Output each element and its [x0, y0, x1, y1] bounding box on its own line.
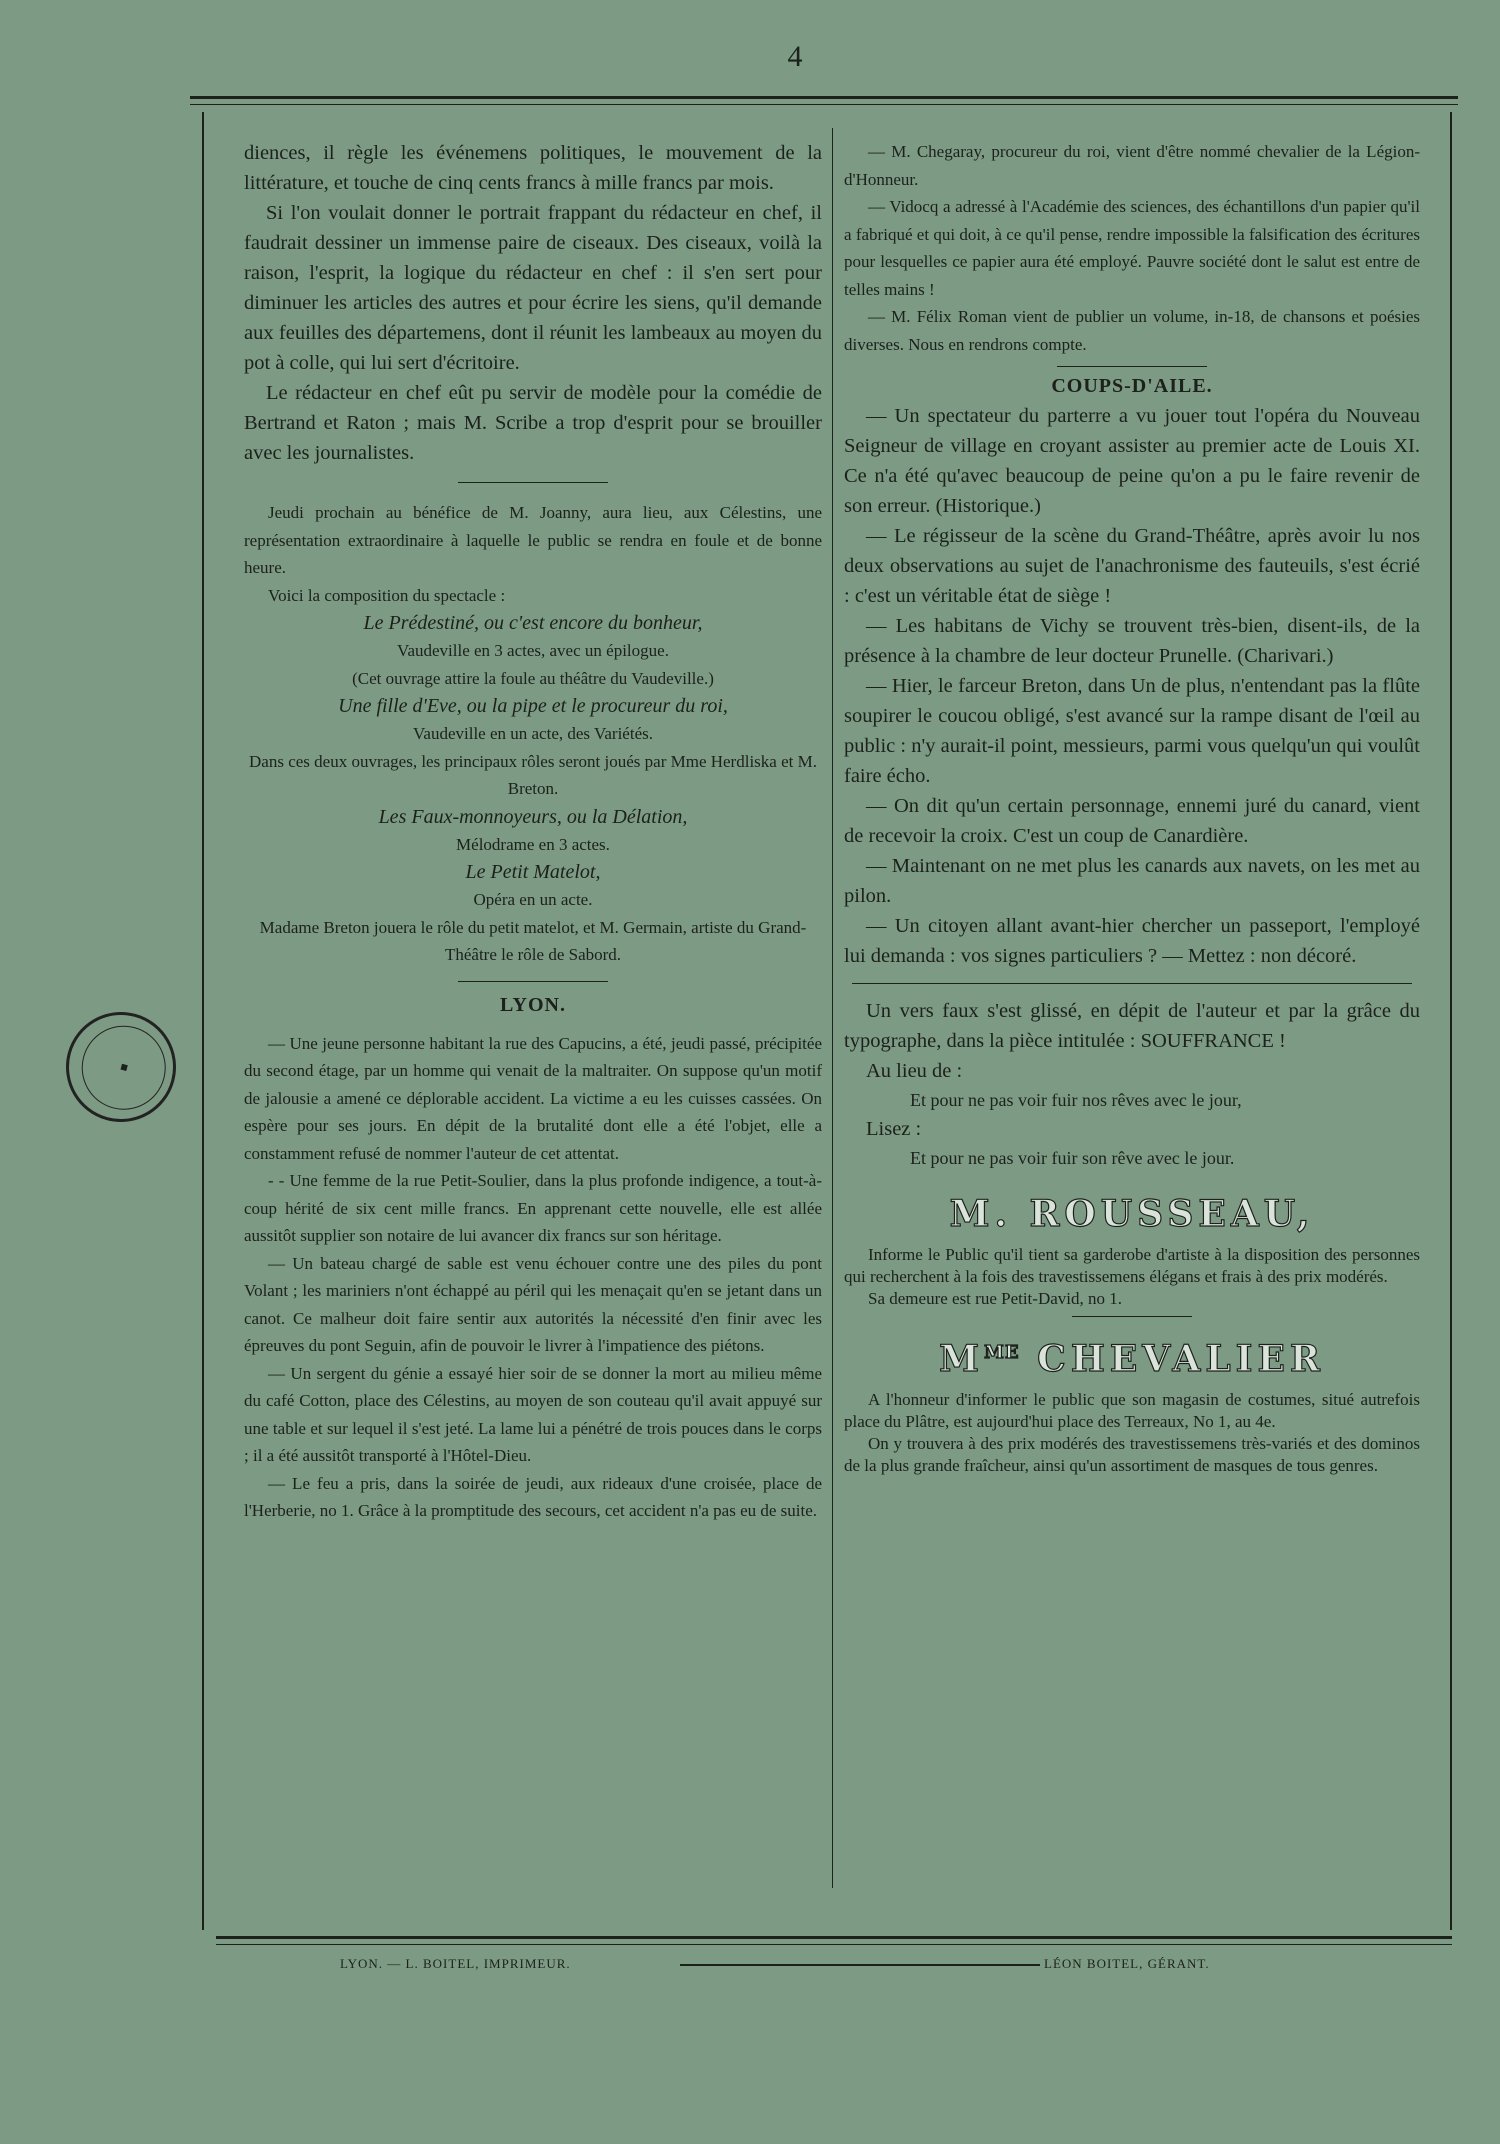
erratum-intro: Un vers faux s'est glissé, en dépit de l'auteur et par la grâce du typographe, dans la pièce intitulée : SOUFFRANCE !: [844, 1000, 1420, 1052]
program-announcement: Jeudi prochain au bénéfice de M. Joanny, aura lieu, aux Célestins, une représentation extraordinaire à laquelle le public se rendra en foule et de bonne heure.: [244, 503, 822, 577]
bottom-double-rule: [216, 1936, 1452, 1939]
intro-paragraph-1: diences, il règle les événemens politiques, le mouvement de la littérature, et touche de cinq cents francs à mille francs par mois.: [244, 142, 822, 194]
library-stamp-inner: ◆: [66, 1010, 181, 1125]
ad-rousseau-title: M. ROUSSEAU,: [949, 1193, 1315, 1235]
intro-paragraph-3: Le rédacteur en chef eût pu servir de modèle pour la comédie de Bertrand et Raton ; mais M. Scribe a trop d'esprit pour se brouiller avec les journalistes.: [244, 382, 822, 464]
coups-item-4: — Hier, le farceur Breton, dans Un de plus, n'entendant pas la flûte soupirer le coucou obligé, s'est avancé sur la rampe disant de l'œil au public : n'y aurait-il point, messieurs, parmi vous quelqu'un qui voulût faire écho.: [844, 675, 1420, 787]
erratum-lisez: Lisez :: [866, 1118, 922, 1140]
section-divider: [1072, 1316, 1192, 1317]
erratum-au-lieu: Au lieu de :: [866, 1060, 963, 1082]
top-double-rule: [190, 96, 1458, 99]
top-double-rule-thin: [190, 104, 1458, 105]
casting-note: Madame Breton jouera le rôle du petit matelot, et M. Germain, artiste du Grand-Théâtre le rôle de Sabord.: [259, 917, 807, 964]
spacer: [844, 1172, 1420, 1190]
play-title-3: Les Faux-monnoyeurs, ou la Délation,: [378, 805, 688, 828]
section-heading-coups: COUPS-D'AILE.: [1051, 375, 1213, 397]
intro-paragraph-2: Si l'on voulait donner le portrait frappant du rédacteur en chef, il faudrait dessiner un immense paire de ciseaux. Des ciseaux, voilà la raison, l'esprit, la logique du rédacteur en chef : il s'en sert pour diminuer les articles des autres et pour écrire les siens, qu'il demande aux feuilles des départemens, dont il réunit les lambeaux au moyen du pot à colle, qui lui sert d'écritoire.: [244, 202, 822, 374]
imprint-printer: LYON. — L. BOITEL, IMPRIMEUR.: [340, 1956, 571, 1971]
lyon-item-2: - - Une femme de la rue Petit-Soulier, dans la plus profonde indigence, a tout-à-coup hérité de six cent mille francs. En apprenant cette nouvelle, elle est allée aussitôt supplier son notaire de lui avancer dix francs sur son héritage.: [244, 1171, 822, 1245]
ad-chevalier-title: [844, 1329, 1420, 1383]
play-desc-1: Vaudeville en 3 actes, avec un épilogue.: [397, 641, 669, 660]
ad-chevalier-body: A l'honneur d'informer le public que son magasin de costumes, situé autrefois place du Plâtre, est aujourd'hui place des Terreaux, No 1, au 4e.: [844, 1390, 1420, 1431]
lyon-item-5: — Le feu a pris, dans la soirée de jeudi, aux rideaux d'une croisée, place de l'Herberie, no 1. Grâce à la promptitude des secours, cet accident n'a pas eu de suite.: [244, 1473, 822, 1520]
section-divider: [458, 981, 608, 982]
ad-chevalier-title-prefix: M: [939, 1338, 984, 1380]
ad-chevalier-body-2: On y trouvera à des prix modérés des travestissemens très-variés et des dominos de la plus grande fraîcheur, ainsi qu'un assortiment de masques de tous genres.: [844, 1434, 1420, 1475]
play-title-1: Le Prédestiné, ou c'est encore du bonheur,: [363, 612, 703, 634]
spacer: [244, 1020, 822, 1030]
library-stamp: [46, 992, 196, 1142]
play-title-4: Le Petit Matelot,: [465, 861, 601, 883]
right-column: [844, 138, 1420, 1477]
coups-item-2: — Le régisseur de la scène du Grand-Théâtre, après avoir lu nos deux observations au sujet de l'anachronisme des fauteuils, s'est écrié : c'est un véritable état de siège !: [844, 525, 1420, 607]
coups-item-5: — On dit qu'un certain personnage, ennemi juré du canard, vient de recevoir la croix. C'est un coup de Canardière.: [844, 795, 1420, 847]
column-separator: [832, 128, 833, 1888]
erratum-wrong-line: Et pour ne pas voir fuir nos rêves avec le jour,: [910, 1090, 1242, 1110]
ad-rousseau-body: Informe le Public qu'il tient sa garderobe d'artiste à la disposition des personnes qui recherchent à la fois des travestissemens élégans et frais à des prix modérés.: [844, 1245, 1420, 1286]
program-intro: Voici la composition du spectacle :: [268, 585, 506, 605]
coups-item-7: — Un citoyen allant avant-hier chercher un passeport, l'employé lui demanda : vos signes particuliers ? — Mettez : non décoré.: [844, 915, 1420, 967]
news-item-3: — M. Félix Roman vient de publier un volume, in-18, de chansons et poésies diverses. Nous en rendrons compte.: [844, 307, 1420, 354]
left-column: [244, 138, 822, 1525]
section-divider: [852, 983, 1412, 984]
imprint-rule: [680, 1964, 1040, 1966]
imprint-manager: LÉON BOITEL, GÉRANT.: [1044, 1956, 1210, 1971]
section-divider: [1057, 366, 1207, 367]
coups-item-1: — Un spectateur du parterre a vu jouer tout l'opéra du Nouveau Seigneur de village en croyant assister au premier acte de Louis XI. Ce n'a été qu'avec beaucoup de peine qu'on a pu le faire revenir de son erreur. (Historique.): [844, 405, 1420, 517]
play-desc-3: Mélodrame en 3 actes.: [456, 834, 610, 854]
ad-chevalier-title-sup: ME: [983, 1342, 1020, 1363]
section-heading-lyon: LYON.: [500, 993, 566, 1016]
lyon-item-3: — Un bateau chargé de sable est venu échouer contre une des piles du pont Volant ; les mariniers n'ont échappé au péril qui les menaçait qu'en se jetant dans un canot. Ce malheur doit faire sentir aux autorités la nécessité d'en finir avec les épreuves du pont Seguin, afin de pouvoir le livrer à l'impatience des piétons.: [244, 1253, 822, 1355]
coups-item-6: — Maintenant on ne met plus les canards aux navets, on les met au pilon.: [844, 855, 1420, 907]
section-divider: [458, 482, 608, 483]
play-desc-4: Opéra en un acte.: [473, 890, 593, 909]
coups-item-3: — Les habitans de Vichy se trouvent très-bien, disent-ils, de la présence à la chambre de leur docteur Prunelle. (Charivari.): [844, 615, 1420, 667]
ad-rousseau-address: Sa demeure est rue Petit-David, no 1.: [868, 1289, 1122, 1308]
lyon-item-1: — Une jeune personne habitant la rue des Capucins, a été, jeudi passé, précipitée du second étage, par un homme qui venait de la maltraiter. On suppose qu'un motif de jalousie a amené ce déplorable accident. La victime a eu les cuisses cassées. On espère pour ses jours. En dépit de la brutalité dont elle a été l'objet, elle a constamment refusé de nommer l'auteur de cet attentat.: [244, 1033, 822, 1163]
bottom-double-rule-thin: [216, 1944, 1452, 1945]
page-number: 4: [787, 40, 803, 73]
erratum-correct-line: Et pour ne pas voir fuir son rêve avec le jour.: [910, 1148, 1235, 1168]
ad-chevalier-title-name: CHEVALIER: [1019, 1338, 1325, 1380]
play-roles-note: Dans ces deux ouvrages, les principaux rôles seront joués par Mme Herdliska et M. Breton.: [249, 751, 817, 798]
play-desc-2: Vaudeville en un acte, des Variétés.: [413, 724, 653, 743]
lyon-item-4: — Un sergent du génie a essayé hier soir de se donner la mort au milieu même du café Cotton, place des Célestins, au moyen de son couteau qu'il avait appuyé sur une table et sur lequel il s'est jeté. La lame lui a pénétré de trois pouces dans le corps ; il a été aussitôt transporté à l'Hôtel-Dieu.: [244, 1363, 822, 1465]
news-item-2: — Vidocq a adressé à l'Académie des sciences, des échantillons d'un papier qu'il a fabriqué et qui doit, à ce qu'il pense, rendre impossible la falsification des écritures pour lesquelles ce papier aura été employé. Pauvre société dont le salut est entre de telles mains !: [844, 197, 1420, 299]
play-note-1: (Cet ouvrage attire la foule au théâtre du Vaudeville.): [352, 668, 714, 688]
play-title-2: Une fille d'Eve, ou la pipe et le procureur du roi,: [338, 695, 728, 717]
news-item-1: — M. Chegaray, procureur du roi, vient d'être nommé chevalier de la Légion-d'Honneur.: [844, 142, 1420, 189]
